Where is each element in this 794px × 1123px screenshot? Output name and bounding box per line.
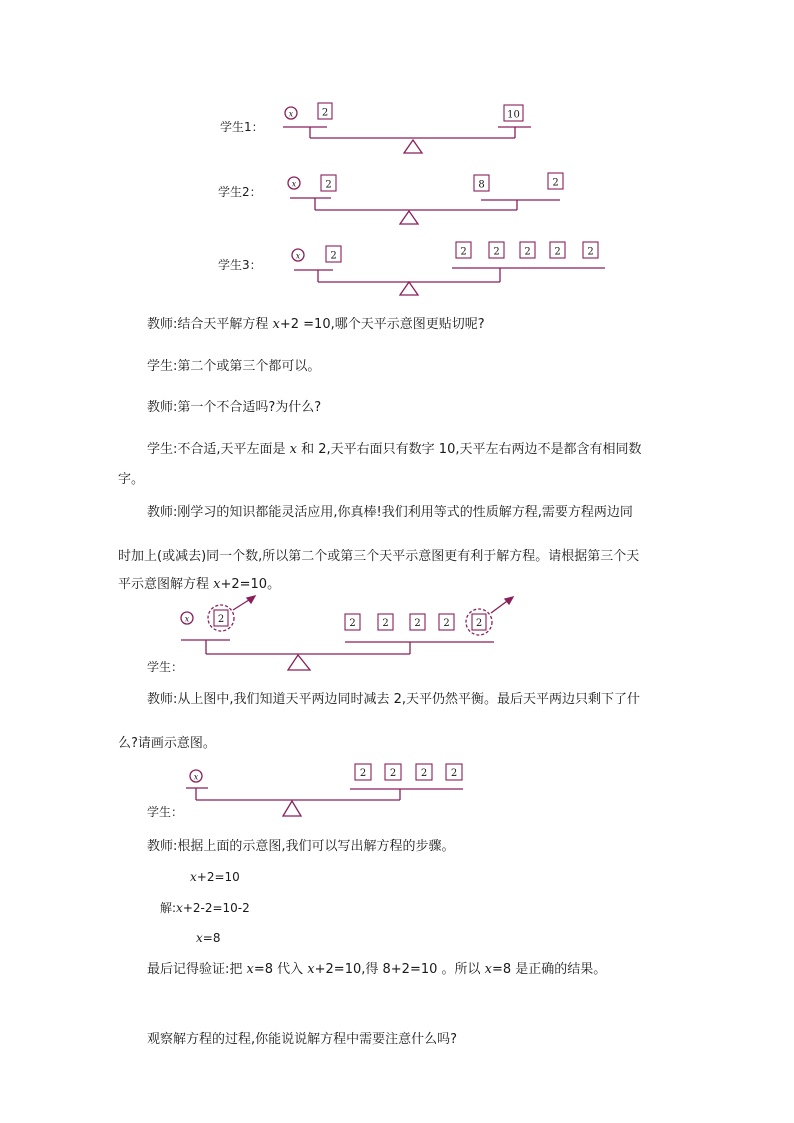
variable: x [190,870,197,884]
student3-label: 学生3： [218,258,262,272]
paragraph-student-answer: 学生:第二个或第三个都可以。 [147,359,321,374]
paragraph-teacher-subtract: 教师:从上图中,我们知道天平两边同时减去 2,天平仍然平衡。最后天平两边只剩下了什 [147,692,641,707]
variable: x [307,962,315,977]
variable: x [213,577,221,592]
fulcrum [283,801,301,816]
variable: x [484,962,492,977]
text: =8 代入 [253,962,308,977]
text: +2-2=10-2 [182,901,250,915]
svg-text:2: 2 [389,768,397,779]
svg-text:2: 2 [414,618,421,629]
svg-text:2: 2 [552,177,559,189]
text: +2=10 [196,870,240,884]
svg-text:2: 2 [450,768,458,779]
svg-text:2: 2 [554,246,561,258]
paragraph-verification [147,961,606,979]
text: 和 2,天平右面只有数字 10,天平左右两边不是都含有相同数 [297,442,642,457]
variable: x [246,962,254,977]
paragraph-teacher-subtract-cont: 么?请画示意图。 [118,736,216,751]
text: 学生:不合适,天平左面是 [147,442,290,457]
text: 解: [160,901,177,915]
svg-text:2: 2 [325,179,332,191]
svg-text:2: 2 [330,250,337,262]
paragraph-teacher-why: 教师:第一个不合适吗?为什么? [147,400,322,415]
variable: x [176,901,183,915]
svg-text:2: 2 [382,618,389,629]
equation-line-3 [196,929,220,947]
svg-text:2: 2 [349,618,356,629]
text: +2=10。 [220,577,281,592]
text: 平示意图解方程 [118,577,214,592]
svg-text:2: 2 [460,246,467,258]
svg-text:2: 2 [524,246,531,258]
svg-text:2: 2 [217,614,225,625]
student-label-fig4: 学生： [147,660,184,674]
paragraph-teacher-steps: 教师:根据上面的示意图,我们可以写出解方程的步骤。 [147,839,455,854]
text: 教师:结合天平解方程 [147,317,273,332]
svg-text:x: x [288,109,294,119]
svg-text:x: x [193,772,199,782]
paragraph-reflection-question: 观察解方程的过程,你能说说解方程中需要注意什么吗? [147,1032,458,1047]
svg-text:2: 2 [587,246,594,258]
text: =8 是正确的结果。 [491,962,607,977]
student-label-fig5: 学生： [147,805,184,819]
svg-text:2: 2 [321,107,329,119]
paragraph-teacher-praise: 教师:刚学习的知识都能灵活应用,你真棒!我们利用等式的性质解方程,需要方程两边同 [147,505,633,520]
svg-text:2: 2 [420,768,428,779]
student1-label: 学生1： [220,120,264,134]
paragraph-teacher-praise-line2: 时加上(或减去)同一个数,所以第二个或第三个天平示意图更有利于解方程。请根据第三个天 [118,549,640,564]
text: +2=10,得 8+2=10 。所以 [314,962,485,977]
text: +2 =10,哪个天平示意图更贴切呢? [279,317,485,332]
equation-line-2 [160,899,250,917]
svg-text:2: 2 [359,768,367,779]
svg-text:10: 10 [507,109,520,121]
paragraph-student-reason-cont: 字。 [118,472,145,487]
text: 最后记得验证:把 [147,962,247,977]
equation-line-1 [190,868,240,886]
svg-text:8: 8 [478,179,485,191]
svg-text:x: x [295,251,301,261]
svg-text:x: x [184,614,190,624]
svg-text:2: 2 [493,246,500,258]
svg-text:x: x [291,179,297,189]
svg-text:2: 2 [443,618,450,629]
text: =8 [202,931,221,945]
variable: x [272,317,280,332]
student2-label: 学生2： [218,185,262,199]
svg-text:2: 2 [475,618,483,629]
variable: x [289,442,297,457]
variable: x [196,931,203,945]
